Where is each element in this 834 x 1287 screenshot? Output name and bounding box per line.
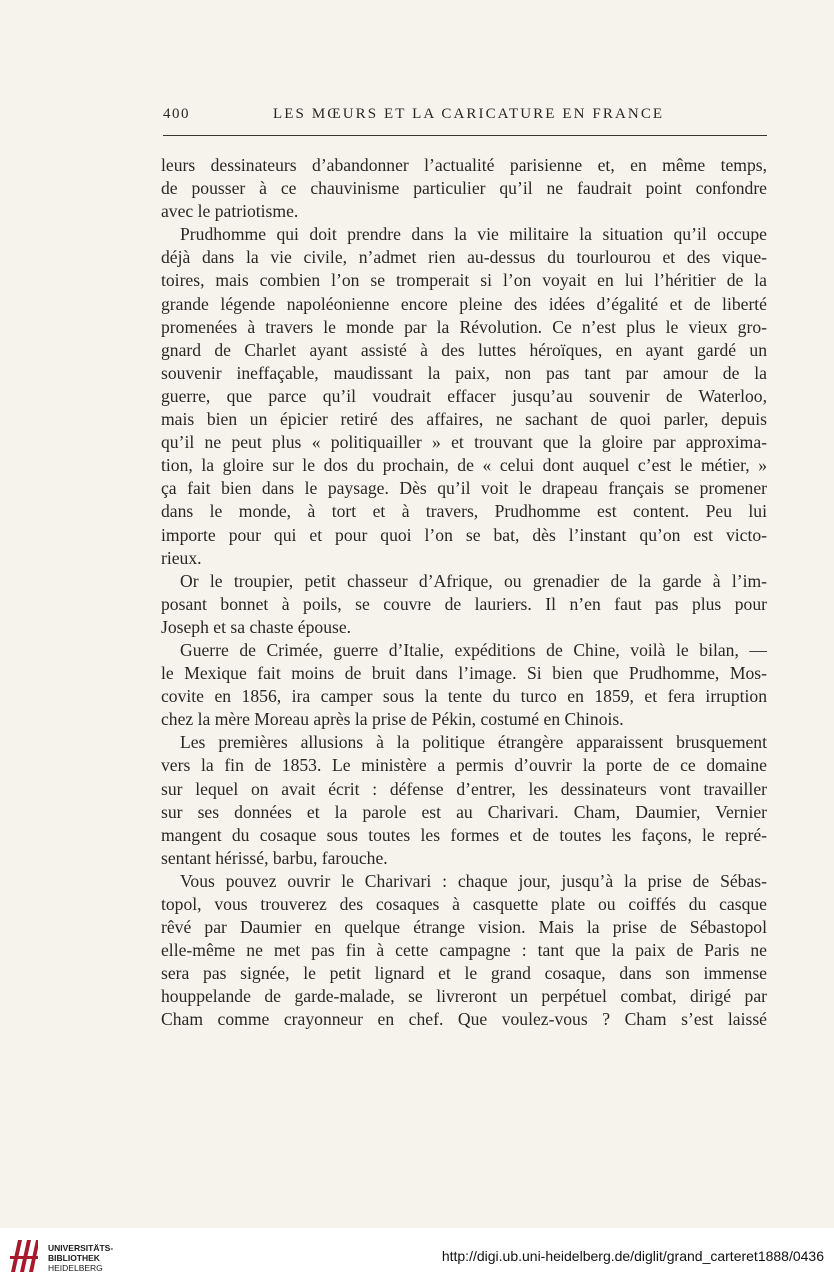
text-line: Les premières allusions à la politique étrangère apparaissent brusquement <box>180 732 767 753</box>
text-line: rêvé par Daumier en quelque étrange vision. Mais la prise de Sébastopol <box>161 917 767 938</box>
text-line: Or le troupier, petit chasseur d’Afrique, ou grenadier de la garde à l’im- <box>180 570 767 591</box>
text-line: mais bien un épicier retiré des affaires, ne sachant de quoi parler, depuis <box>161 409 767 430</box>
header-rule <box>163 135 767 136</box>
university-library-logo-icon <box>8 1236 40 1276</box>
text-line: grande légende napoléonienne encore pleine des idées d’égalité et de liberté <box>161 293 767 314</box>
library-name <box>48 1243 113 1273</box>
text-line: toires, mais combien l’on se tromperait si l’on voyait en lui l’héritier de la <box>161 270 767 291</box>
text-line: ça fait bien dans le paysage. Dès qu’il voit le drapeau français se promener <box>161 478 767 499</box>
text-line: mangent du cosaque sous toutes les formes et de toutes les façons, le repré- <box>161 824 767 845</box>
text-line: sur lequel on avait écrit : défense d’entrer, les dessinateurs vont travailler <box>161 778 767 799</box>
text-line: posant bonnet à poils, se couvre de lauriers. Il n’en faut pas plus pour <box>161 593 767 614</box>
text-line: houppelande de garde-malade, se livreront un perpétuel combat, dirigé par <box>161 986 767 1007</box>
text-line: covite en 1856, ira camper sous la tente du turco en 1859, et fera irruption <box>161 686 767 707</box>
library-name-line-2: BIBLIOTHEK <box>48 1253 100 1263</box>
text-line: Cham comme crayonneur en chef. Que voulez-vous ? Cham s’est laissé <box>161 1009 767 1030</box>
text-line: guerre, que parce qu’il voudrait effacer jusqu’au souvenir de Waterloo, <box>161 385 767 406</box>
permalink-url[interactable]: http://digi.ub.uni-heidelberg.de/diglit/grand_carteret1888/0436 <box>441 1248 824 1264</box>
body-text <box>161 154 767 1032</box>
text-line: le Mexique fait moins de bruit dans l’image. Si bien que Prudhomme, Mos- <box>161 663 767 684</box>
text-line: importe pour qui et pour quoi l’on se bat, dès l’instant qu’on est victo- <box>161 524 767 545</box>
text-line: sentant hérissé, barbu, farouche. <box>161 847 388 868</box>
text-line: Guerre de Crimée, guerre d’Italie, expéditions de Chine, voilà le bilan, — <box>180 639 767 660</box>
text-line: souvenir ineffaçable, maudissant la paix, non pas tant par amour de la <box>161 362 767 383</box>
running-title: LES MŒURS ET LA CARICATURE EN FRANCE <box>273 106 665 122</box>
text-line: Prudhomme qui doit prendre dans la vie militaire la situation qu’il occupe <box>180 224 767 245</box>
text-line: promenées à travers le monde par la Révolution. Ce n’est plus le vieux gro- <box>161 316 767 337</box>
text-line: leurs dessinateurs d’abandonner l’actualité parisienne et, en même temps, <box>161 155 767 175</box>
viewer-footer <box>0 1228 834 1287</box>
text-line: déjà dans la vie civile, n’admet rien au-dessus du tourlourou et des vique- <box>161 247 767 268</box>
text-line: qu’il ne peut plus « politiquailler » et trouvant que la gloire par approxima- <box>161 432 767 453</box>
text-line: vers la fin de 1853. Le ministère a permis d’ouvrir la porte de ce domaine <box>161 755 767 776</box>
text-line: tion, la gloire sur le dos du prochain, de « celui dont auquel c’est le métier, » <box>161 455 767 476</box>
library-name-line-1: UNIVERSITÄTS- <box>48 1243 114 1253</box>
text-line: avec le patriotisme. <box>161 201 299 222</box>
text-line: sera pas signée, le petit lignard et le grand cosaque, dans son immense <box>161 963 767 984</box>
text-line: sur ses données et la parole est au Charivari. Cham, Daumier, Vernier <box>161 801 767 822</box>
text-line: Vous pouvez ouvrir le Charivari : chaque jour, jusqu’à la prise de Sébas- <box>180 870 767 891</box>
text-line: elle-même ne met pas fin à cette campagne : tant que la paix de Paris ne <box>161 940 767 961</box>
running-head <box>163 106 767 126</box>
page-number: 400 <box>163 106 190 122</box>
text-line: de pousser à ce chauvinisme particulier qu’il ne faudrait point confondre <box>161 178 767 199</box>
text-line: rieux. <box>161 547 202 568</box>
text-line: gnard de Charlet ayant assisté à des luttes héroïques, en ayant gardé un <box>161 339 767 360</box>
text-line: topol, vous trouverez des cosaques à casquette plate ou coiffés du casque <box>161 894 767 914</box>
text-line: Joseph et sa chaste épouse. <box>161 616 352 637</box>
library-name-line-3: HEIDELBERG <box>48 1263 103 1273</box>
text-line: dans le monde, à tort et à travers, Prudhomme est content. Peu lui <box>161 501 767 522</box>
text-line: chez la mère Moreau après la prise de Pékin, costumé en Chinois. <box>161 709 624 730</box>
